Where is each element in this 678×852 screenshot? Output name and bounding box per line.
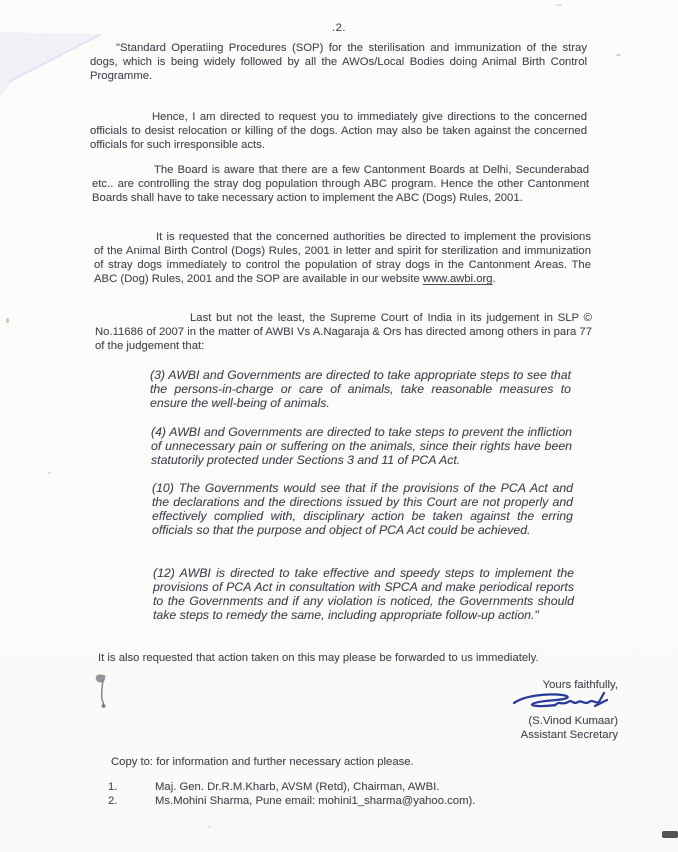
paragraph-abc-rules-text: It is requested that the concerned authorities be directed to implement the provisions of the Animal Birth Control (Dogs) Rules, 2001 in letter and spirit for sterilization and immunization of stray dogs immediately to control the population of stray dogs in the Cantonment Areas. The ABC (Dog) Rules, 2001 and the SOP are available in our website [94,231,591,285]
scan-speck [208,826,211,828]
scan-speck [6,318,9,323]
paragraph-sop: "Standard Operatiing Procedures (SOP) for the sterilisation and immunization of the stray dogs, which is being widely followed by all the AWOs/Local Bodies doing Animal Birth Control Programme. [90,42,587,82]
judgement-quote-12: (12) AWBI is directed to take effective and speedy steps to implement the provisions of PCA Act in consultation with SPCA and make periodical reports to the Governments and if any violation is noticed, the Governments should take steps to remedy the same, including appropriate follow-up action." [153,566,574,622]
signatory-name: (S.Vinod Kumaar) [528,715,618,727]
paragraph-abc-rules [94,230,591,286]
copy-to-item [108,794,628,808]
signatory-title: Assistant Secretary [520,729,618,741]
judgement-quote-10: (10) The Governments would see that if the provisions of the PCA Act and the declarations and the directions issued by this Court are not properly and effectively complied with, disciplinary action be taken against the erring officials so that the purpose and object of PCA Act could be achieved. [152,481,573,537]
copy-to-heading: Copy to: for information and further necessary action please. [111,756,414,768]
copy-item-text: Maj. Gen. Dr.R.M.Kharb, AVSM (Retd), Chairman, AWBI. [155,781,440,793]
closing-request-line: It is also requested that action taken on this may please be forwarded to us immediately. [98,652,539,664]
copy-item-number: 1. [108,781,118,793]
paragraph-abc-rules-period: . [492,273,496,285]
signature-block [440,678,618,742]
valediction: Yours faithfully, [542,679,618,691]
scan-speck [48,472,51,474]
copy-item-text: Ms.Mohini Sharma, Pune email: mohini1_sharma@yahoo.com). [155,795,476,807]
judgement-quote-3: (3) AWBI and Governments are directed to take appropriate steps to see that the persons-in-charge or care of animals, take reasonable measures to ensure the well-being of animals. [150,368,571,410]
signature-scribble [510,690,612,714]
paragraph-supreme-court: Last but not the least, the Supreme Court of India in its judgement in SLP © No.11686 of 2007 in the matter of AWBI Vs A.Nagaraja & Ors has directed among others in para 77 of the judgement that: [95,312,592,352]
copy-to-list [108,780,628,808]
page-number: .2. [331,22,347,34]
paragraph-directions: Hence, I am directed to request you to immediately give directions to the concerned officials to desist relocation or killing of the dogs. Action may also be taken against the concerned officials for such irresponsible acts. [90,111,587,151]
pen-mark [90,672,116,712]
copy-item-number: 2. [108,795,118,807]
judgement-quote-4: (4) AWBI and Governments are directed to take steps to prevent the infliction of unnecessary pain or suffering on the animals, since their rights have been statutorily protected under Sections 3 and 11 of PCA Act. [151,425,572,467]
awbi-website-link: www.awbi.org [422,273,493,285]
paragraph-cantonment-boards: The Board is aware that there are a few Cantonment Boards at Delhi, Secunderabad etc.. are controlling the stray dog population through ABC program. Hence the other Cantonment Boards shall have to take necessary action to implement the ABC (Dogs) Rules, 2001. [92,164,589,204]
scan-speck [616,54,621,56]
copy-to-item [108,780,628,794]
scan-speck [556,4,562,6]
scanner-edge-mark [662,831,678,838]
